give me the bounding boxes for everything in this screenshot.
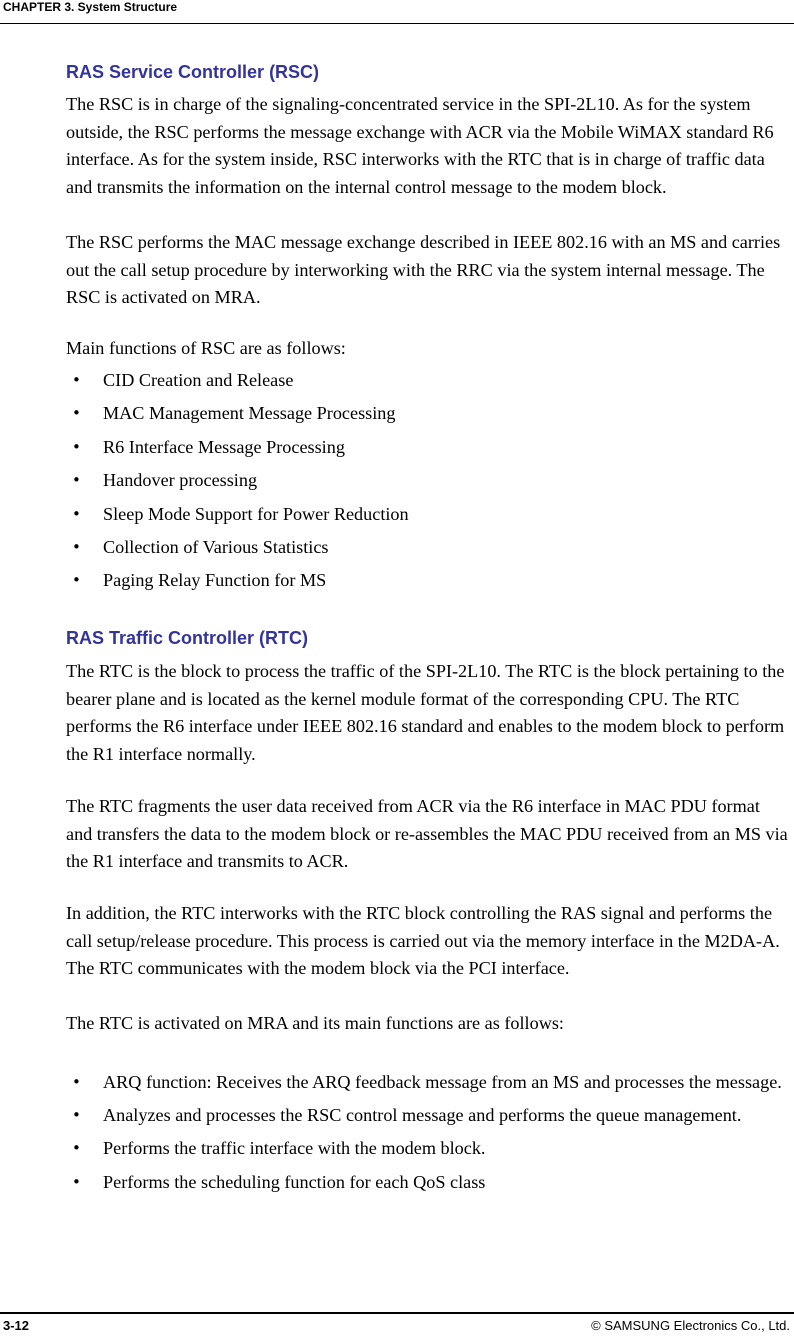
page-number: 3-12 (3, 1318, 30, 1333)
list-item (66, 1069, 790, 1097)
rtc-paragraph-2: The RTC fragments the user data received from ACR via the R6 interface in MAC PDU format and transfers the data to the modem block or re-assembles the MAC PDU received from an MS via the R1 interface and transmits to ACR. (66, 796, 788, 872)
rtc-paragraph-3: In addition, the RTC interworks with the RTC block controlling the RAS signal and performs the call setup/release procedure. This process is carried out via the memory interface in the M2DA-A. The RTC communicates with the modem block via the PCI interface. (66, 903, 780, 979)
list-item-text: Sleep Mode Support for Power Reduction (103, 503, 409, 524)
list-item (66, 534, 790, 562)
bullet-icon: • (72, 404, 81, 423)
list-item (66, 400, 790, 428)
rsc-paragraph-1: The RSC is in charge of the signaling-concentrated service in the SPI-2L10. As for the system outside, the RSC performs the message exchange with ACR via the Mobile WiMAX standard R6 interface. As for the system inside, RSC interworks with the RTC that is in charge of traffic data and transmits the information on the internal control message to the modem block. (66, 94, 774, 198)
list-item-text: CID Creation and Release (103, 370, 294, 390)
bullet-icon: • (72, 437, 81, 456)
rtc-functions-list (66, 1069, 790, 1202)
bullet-icon: • (72, 1139, 81, 1158)
bullet-icon: • (72, 1106, 81, 1125)
list-item (66, 467, 790, 495)
list-item-text: Analyzes and processes the RSC control message and performs the queue management. (103, 1105, 742, 1126)
page-header (0, 0, 794, 24)
footer-divider (0, 1312, 794, 1314)
list-item-text: Performs the scheduling function for each QoS class (103, 1171, 486, 1192)
rsc-functions-intro: Main functions of RSC are as follows: (66, 338, 346, 358)
rsc-functions-list (66, 367, 790, 601)
list-item (66, 1102, 790, 1130)
bullet-icon: • (72, 504, 81, 523)
list-item-text: Paging Relay Function for MS (103, 570, 327, 591)
bullet-icon: • (72, 1073, 81, 1091)
list-item-text: Handover processing (103, 470, 258, 491)
list-item (66, 501, 790, 529)
list-item (66, 367, 790, 395)
list-item-text: MAC Management Message Processing (103, 403, 396, 424)
rsc-paragraph-2: The RSC performs the MAC message exchange described in IEEE 802.16 with an MS and carries out the call setup procedure by interworking with the RRC via the system internal message. The RSC is activated on MRA. (66, 232, 781, 308)
rtc-functions-intro: The RTC is activated on MRA and its main functions are as follows: (66, 1013, 564, 1033)
bullet-icon: • (72, 571, 81, 590)
list-item (66, 434, 790, 462)
bullet-icon: • (72, 471, 81, 490)
rsc-heading: RAS Service Controller (RSC) (66, 62, 320, 82)
list-item (66, 567, 790, 595)
rtc-heading: RAS Traffic Controller (RTC) (66, 628, 309, 648)
copyright-notice: © SAMSUNG Electronics Co., Ltd. (591, 1318, 790, 1333)
chapter-title: CHAPTER 3. System Structure (3, 0, 178, 14)
list-item (66, 1135, 790, 1163)
bullet-icon: • (72, 1172, 81, 1191)
list-item (66, 1169, 790, 1197)
list-item-text: Collection of Various Statistics (103, 536, 329, 557)
list-item-text: R6 Interface Message Processing (103, 436, 345, 457)
list-item-text: ARQ function: Receives the ARQ feedback message from an MS and processes the message. (103, 1072, 782, 1092)
bullet-icon: • (72, 537, 81, 556)
bullet-icon: • (72, 371, 81, 389)
rtc-paragraph-1: The RTC is the block to process the traffic of the SPI-2L10. The RTC is the block pertaining to the bearer plane and is located as the kernel module format of the corresponding CPU. The RTC performs the R6 interface under IEEE 802.16 standard and enables to the modem block to perform the R1 interface normally. (66, 661, 785, 765)
list-item-text: Performs the traffic interface with the modem block. (103, 1138, 486, 1159)
